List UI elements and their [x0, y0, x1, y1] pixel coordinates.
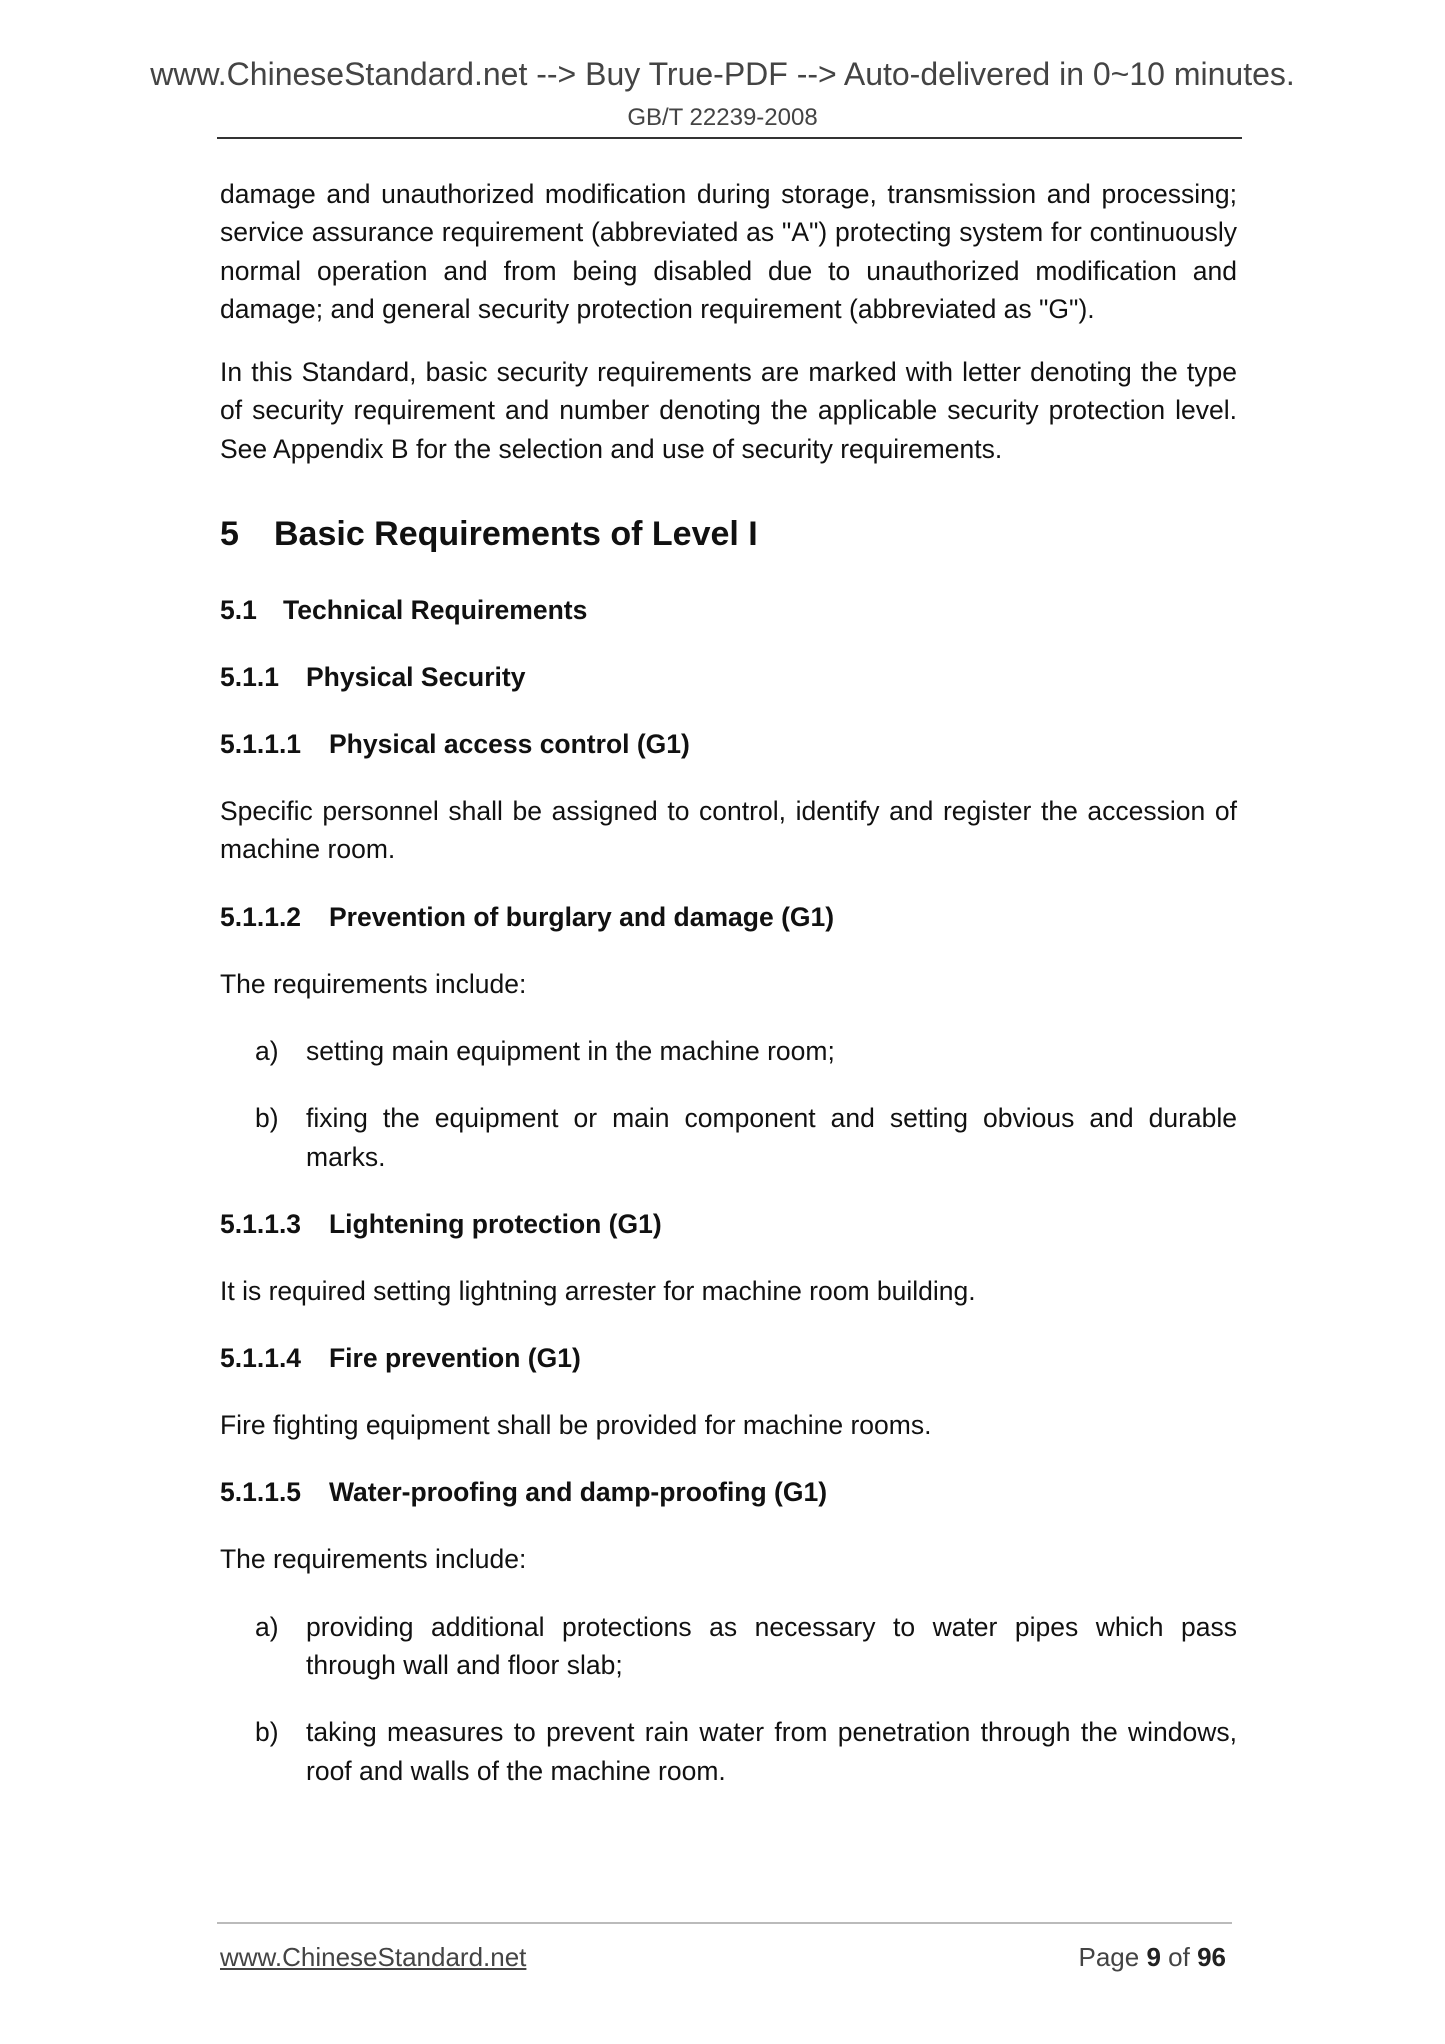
section-title: Fire prevention (G1) [329, 1343, 581, 1374]
section-number: 5.1.1 [220, 662, 279, 693]
section-number: 5 [220, 515, 239, 554]
document-number: GB/T 22239-2008 [627, 104, 818, 131]
page-content [220, 175, 1237, 1790]
section-number: 5.1 [220, 595, 257, 626]
section-title: Prevention of burglary and damage (G1) [329, 901, 835, 932]
section-heading-5-1-1-2 [220, 898, 1237, 936]
burglary-intro-paragraph: The requirements include: [220, 968, 527, 999]
list-marker: b) [255, 1103, 279, 1134]
list-item [220, 1713, 1237, 1790]
list-item [220, 1032, 1237, 1070]
section-heading-5-1-1-1 [220, 725, 1237, 763]
list-marker: a) [255, 1611, 279, 1642]
lightning-paragraph: It is required setting lightning arrester for machine room building. [220, 1275, 976, 1306]
list-item-text: providing additional protections as necessary to water pipes which pass through wall and floor slab; [306, 1611, 1237, 1681]
section-heading-5-1 [220, 591, 1237, 629]
list-item [220, 1608, 1237, 1685]
section-heading-5-1-1-3 [220, 1205, 1237, 1243]
list-item-text: setting main equipment in the machine room; [306, 1035, 835, 1066]
section-title: Lightening protection (G1) [329, 1208, 662, 1239]
section-title: Physical access control (G1) [329, 729, 690, 760]
list-item-text: taking measures to prevent rain water from penetration through the windows, roof and walls of the machine room. [306, 1717, 1237, 1786]
list-item [220, 1099, 1237, 1176]
access-control-paragraph: Specific personnel shall be assigned to control, identify and register the accession of machine room. [220, 796, 1237, 865]
header-banner: www.ChineseStandard.net --> Buy True-PDF --> Auto-delivered in 0~10 minutes. [150, 56, 1295, 92]
marking-paragraph: In this Standard, basic security requirements are marked with letter denoting the type of security requirement and number denoting the applicable security protection level. See Appendix B for the selection and use of security requirements. [220, 357, 1237, 464]
section-heading-5-1-1-5 [220, 1473, 1237, 1511]
section-title: Water-proofing and damp-proofing (G1) [329, 1477, 828, 1508]
footer-site-link[interactable]: www.ChineseStandard.net [220, 1942, 527, 1972]
section-heading-5-1-1-4 [220, 1339, 1237, 1377]
current-page-number: 9 [1146, 1942, 1161, 1972]
section-number: 5.1.1.3 [220, 1208, 302, 1239]
section-number: 5.1.1.2 [220, 901, 302, 932]
total-pages-number: 96 [1197, 1942, 1226, 1972]
waterproof-intro-paragraph: The requirements include: [220, 1544, 527, 1575]
section-number: 5.1.1.1 [220, 729, 302, 760]
section-heading-5 [220, 513, 1237, 555]
list-item-text: fixing the equipment or main component and setting obvious and durable marks. [306, 1103, 1237, 1172]
section-title: Technical Requirements [283, 595, 588, 626]
section-number: 5.1.1.4 [220, 1343, 302, 1374]
page-of-label: of [1168, 1942, 1190, 1972]
section-title: Physical Security [306, 662, 526, 693]
list-marker: a) [255, 1035, 279, 1066]
page-label: Page [1078, 1942, 1140, 1972]
section-number: 5.1.1.5 [220, 1477, 302, 1508]
header-divider [217, 137, 1242, 139]
footer-divider [217, 1922, 1232, 1924]
list-marker: b) [255, 1717, 279, 1748]
section-title: Basic Requirements of Level I [274, 515, 758, 554]
intro-paragraph: damage and unauthorized modification during storage, transmission and processing; service assurance requirement (abbreviated as "A") protecting system for continuously normal operation and from being disabled due to unauthorized modification and damage; and general security protection requirement (abbreviated as "G"). [220, 179, 1237, 324]
section-heading-5-1-1 [220, 658, 1237, 696]
fire-paragraph: Fire fighting equipment shall be provided for machine rooms. [220, 1410, 932, 1441]
page-indicator [1078, 1942, 1226, 1973]
